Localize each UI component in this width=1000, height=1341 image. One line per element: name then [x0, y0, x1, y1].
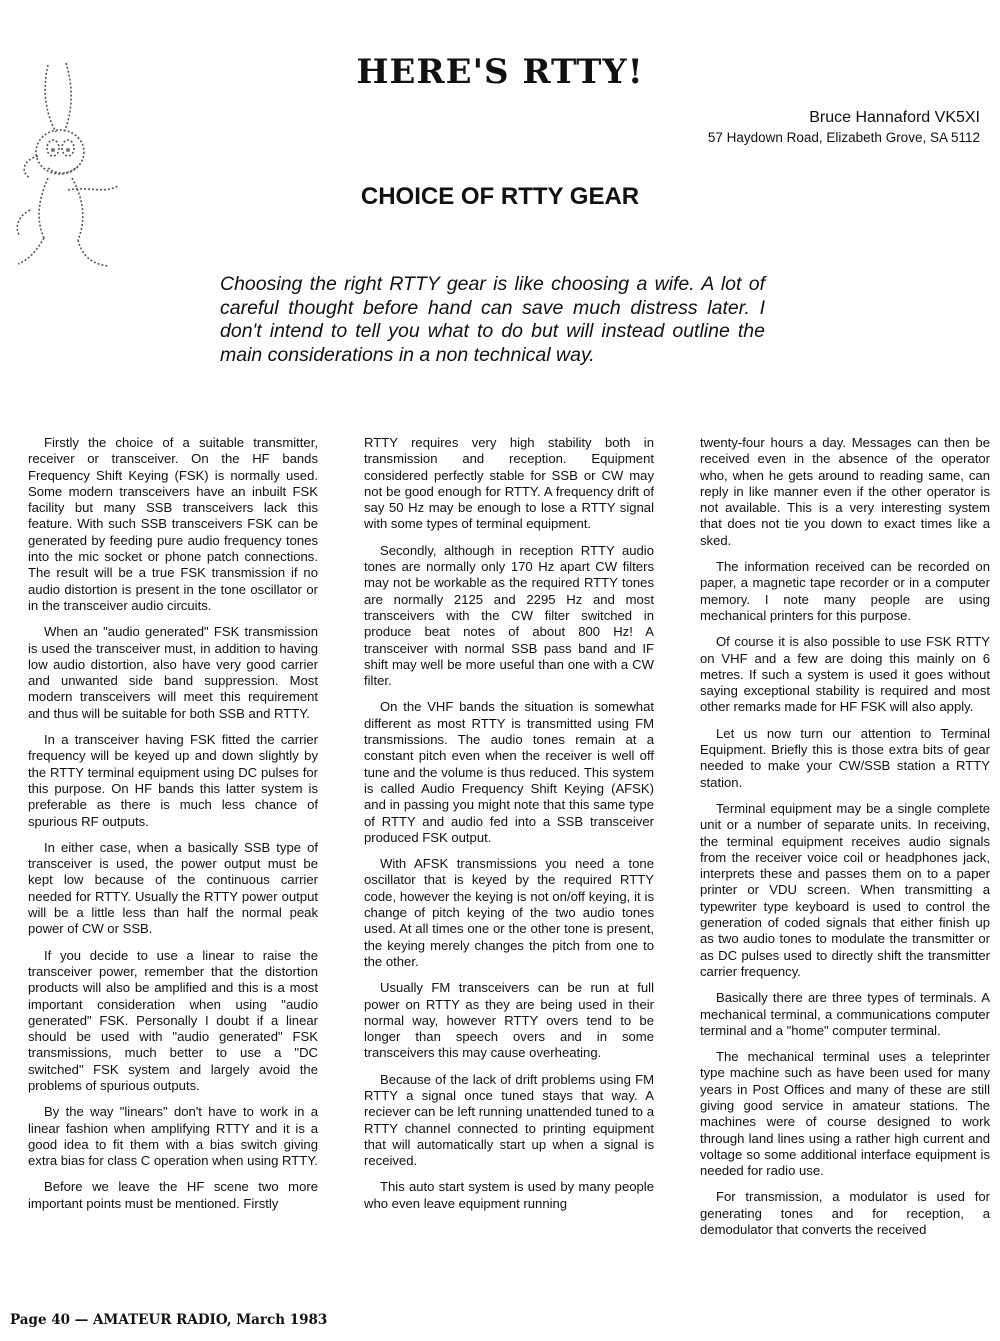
body-paragraph: RTTY requires very high stability both in transmission and reception. Equipment considered perfectly stable for SSB or CW may not be good enough for RTTY. A frequency drift of say 50 Hz may be enough to lose a RTTY signal with some types of terminal equipment. [364, 435, 654, 532]
section-heading: CHOICE OF RTTY GEAR [360, 183, 640, 210]
body-paragraph: In either case, when a basically SSB type of transceiver is used, the power output must be kept low because of the continuous carrier needed for RTTY. Usually the RTTY power output will be a little less than half the normal peak power of CW or SSB. [28, 839, 318, 937]
body-paragraph: Basically there are three types of terminals. A mechanical terminal, a communications computer terminal and a "home" computer terminal. [700, 990, 990, 1038]
page-footer: Page 40 — AMATEUR RADIO, March 1983 [10, 1312, 328, 1328]
body-paragraph: On the VHF bands the situation is somewhat different as most RTTY is transmitted using FM transmissions. The audio tones remain at a constant pitch even when the receiver is well off tune and the volume is thus reduced. This system is called Audio Frequency Shift Keying (AFSK) and in passing you might note that this same type of RTTY and audio fed into a SSB transceiver produced FSK output. [364, 699, 654, 845]
body-paragraph: Before we leave the HF scene two more important points must be mentioned. Firstly [28, 1179, 318, 1211]
body-paragraph: Because of the lack of drift problems using FM RTTY a signal once tuned stays that way. A reciever can be left running unattended tuned to a RTTY channel connected to printing equipment that will automatically start up when a signal is received. [364, 1071, 654, 1169]
body-paragraph: twenty-four hours a day. Messages can then be received even in the absence of the operator who, when he gets around to reading same, can reply in like manner even if the other operator is not available. This is a very interesting system that does not tie you down to exact times like a sked. [700, 435, 990, 548]
article-title: HERE'S RTTY! [356, 52, 644, 92]
body-paragraph: The mechanical terminal uses a teleprinter type machine such as have been used for many years in Post Offices and many of these are still giving good service in amateur stations. The machines were of course designed to work through land lines using a rather high current and voltage so some additional interface equipment is needed for radio use. [700, 1049, 990, 1179]
body-paragraph: Secondly, although in reception RTTY audio tones are normally only 170 Hz apart CW filters may not be workable as the required RTTY tones are normally 2125 and 2295 Hz and most transceivers with the CW filter switched in produce beat notes of about 800 Hz! A transceiver with normal SSB pass band and IF shift may well be more useful than one with a CW filter. [364, 542, 654, 689]
text-column [364, 435, 654, 1297]
body-paragraph: For transmission, a modulator is used for generating tones and for reception, a demodulator that converts the received [700, 1189, 990, 1238]
text-column [28, 435, 318, 1297]
author-block [708, 108, 980, 146]
body-paragraph: When an "audio generated" FSK transmission is used the transceiver must, in addition to having low audio distortion, also have very good carrier and unwanted side band suppression. Most modern transceivers will meet this requirement and thus will be suitable for both SSB and RTTY. [28, 624, 318, 721]
body-paragraph: By the way "linears" don't have to work in a linear fashion when amplifying RTTY and it is a good idea to fit them with a bias switch giving extra bias for class C operation when using RTTY. [28, 1104, 318, 1169]
body-paragraph: Usually FM transceivers can be run at full power on RTTY as they are being used in their normal way, however RTTY overs tend to be longer than speech overs and in some transceivers this may cause overheating. [364, 980, 654, 1061]
intro-paragraph: Choosing the right RTTY gear is like choosing a wife. A lot of careful thought before hand can save much distress later. I don't intend to tell you what to do but will instead outline the main considerations in a non technical way. [220, 273, 765, 366]
body-paragraph: The information received can be recorded on paper, a magnetic tape recorder or in a computer memory. I note many people are using mechanical printers for this purpose. [700, 559, 990, 623]
author-name: Bruce Hannaford VK5XI [809, 109, 980, 126]
text-column [700, 435, 990, 1297]
article-body [28, 435, 990, 1297]
body-paragraph: Firstly the choice of a suitable transmitter, receiver or transceiver. On the HF bands Frequency Shift Keying (FSK) is normally used. Some modern transceivers have an inbuilt FSK facility but many SSB transceivers lack this feature. With such SSB transceivers FSK can be generated by feeding pure audio frequency tones into the mic socket or phone patch connections. The result will be a true FSK transmission if no audio distortion is present in the tone oscillator or in the transceiver audio circuits. [28, 435, 318, 613]
body-paragraph: Terminal equipment may be a single complete unit or a number of separate units. In receiving, the terminal equipment receives audio signals from the receiver voice coil or headphones jack, interprets these and passes them on to a paper printer or VDU screen. When transmitting a typewriter type keyboard is used to control the generation of coded signals that either finish up as two audio tones to modulate the transmitter or as DC pulses used to directly shift the transmitter carrier frequency. [700, 800, 990, 979]
body-paragraph: In a transceiver having FSK fitted the carrier frequency will be keyed up and down slightly by the RTTY terminal equipment using DC pulses for this purpose. On HF bands this latter system is preferable as there is much less chance of spurious RF outputs. [28, 732, 318, 829]
body-paragraph: Of course it is also possible to use FSK RTTY on VHF and a few are doing this mainly on 6 metres. If such a system is used it goes without saying exceptional stability is required and most other remarks made for HF FSK will also apply. [700, 634, 990, 715]
body-paragraph: This auto start system is used by many people who even leave equipment running [364, 1179, 654, 1211]
body-paragraph: Let us now turn our attention to Terminal Equipment. Briefly this is those extra bits of gear needed to make your CW/SSB station a RTTY station. [700, 725, 990, 790]
body-paragraph: With AFSK transmissions you need a tone oscillator that is keyed by the required RTTY code, however the keying is not on/off keying, it is change of pitch keying of the two audio tones used. At all times one or the other tone is present, the keying merely changes the pitch from one to the other. [364, 856, 654, 969]
body-paragraph: If you decide to use a linear to raise the transceiver power, remember that the distortion products will also be amplified and this is a most important consideration when using "audio generated" FSK. Personally I doubt if a linear should be used with "audio generated" FSK transmissions, much better to use a "DC switched" FSK system and largely avoid the problems of spurious outputs. [28, 947, 318, 1093]
author-address: 57 Haydown Road, Elizabeth Grove, SA 5112 [707, 129, 980, 145]
rabbit-illustration [8, 60, 133, 275]
